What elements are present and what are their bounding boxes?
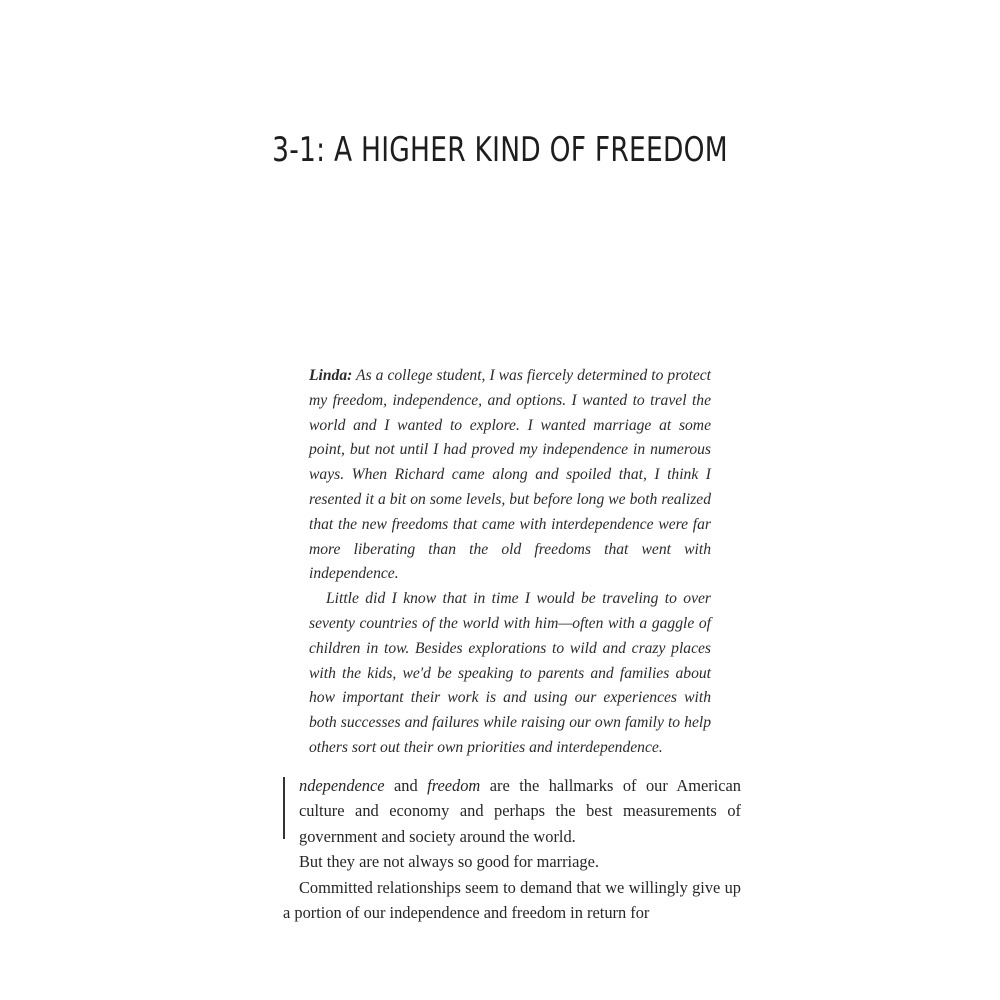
epigraph-paragraph-2: Little did I know that in time I would be traveling to over seventy countries of the world with him—often with a gaggle of children in tow. Besides explorations to wild and crazy places with the kids, we'd be speaking to parents and families about how important their work is and using our experiences with both successes and failures while raising our own family to help others sort out their own priorities and interdependence. — [309, 590, 711, 756]
body-paragraph-1 — [283, 773, 741, 849]
body-paragraph-1-rest: are the hallmarks of our American culture and economy and perhaps the best measurements of government and society around the world. — [299, 776, 741, 846]
epigraph-speaker: Linda: — [309, 367, 353, 384]
body-paragraph-1-and: and — [384, 776, 428, 795]
epigraph-paragraph-1-text: As a college student, I was fiercely determined to protect my freedom, independence, and options. I wanted to travel the world and I wanted to explore. I wanted marriage at some point, but not until I had proved my independence in numerous ways. When Richard came along and spoiled that, I think I resented it a bit on some levels, but before long we both realized that the new freedoms that came with interdependence were far more liberating than the old freedoms that went with independence. — [309, 367, 711, 583]
body-paragraph-2: But they are not always so good for marriage. — [299, 852, 599, 872]
body-paragraph-3: Committed relationships seem to demand that we willingly give up a portion of our independence and freedom in return for — [283, 877, 741, 923]
chapter-title: 3-1: A HIGHER KIND OF FREEDOM — [272, 130, 728, 170]
lead-word: ndependence — [299, 776, 385, 795]
emphasis-word: freedom — [427, 776, 481, 795]
epigraph-paragraph-1 — [309, 364, 711, 587]
body-text — [283, 773, 741, 925]
epigraph-block — [309, 364, 711, 761]
